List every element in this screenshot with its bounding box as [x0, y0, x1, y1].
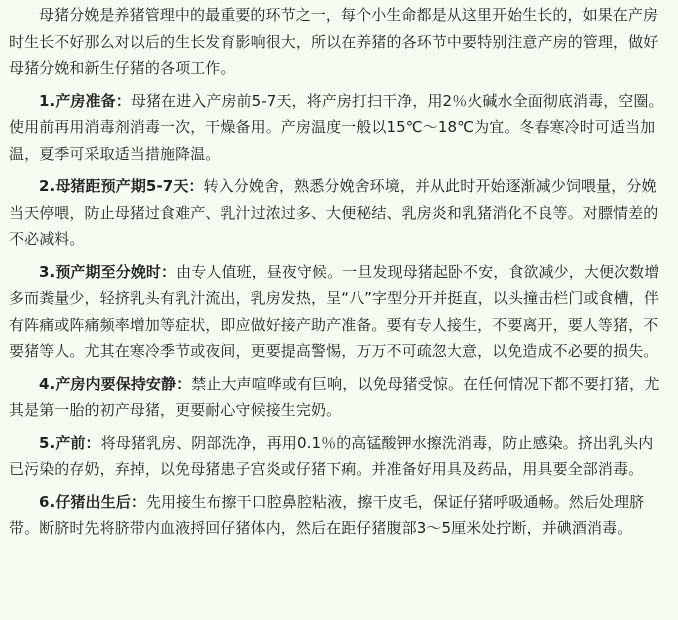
section-body-2: 转入分娩舍，熟悉分娩舍环境，并从此时开始逐渐减少饲喂量，分娩当天停喂，防止母猪过食难产、乳汁过浓过多、大便秘结、乳房炎和乳猪消化不良等。对膘情差的不必减料。 — [9, 177, 659, 248]
section-paragraph-5 — [9, 430, 668, 483]
section-paragraph-4 — [9, 371, 668, 424]
section-body-5: 将母猪乳房、阴部洗净，再用0.1％的高锰酸钾水擦洗消毒，防止感染。挤出乳头内已污染的存奶，弃掉，以免母猪患子宫炎或仔猪下痢。并准备好用具及药品，用具要全部消毒。 — [9, 433, 654, 478]
section-paragraph-3 — [9, 259, 668, 365]
section-heading-5: 5.产前： — [39, 433, 101, 452]
section-paragraph-1 — [9, 88, 668, 168]
section-body-6: 先用接生布擦干口腔鼻腔粘液，擦干皮毛，保证仔猪呼吸通畅。然后处理脐带。断脐时先将脐带内血液捋回仔猪体内，然后在距仔猪腹部3～5厘米处拧断，并碘酒消毒。 — [9, 492, 645, 537]
section-body-3: 由专人值班，昼夜守候。一旦发现母猪起卧不安，食欲减少，大便次数增多而粪量少，轻挤乳头有乳汁流出，乳房发热，呈“八”字型分开并挺直，以头撞击栏门或食槽，伴有阵痛或阵痛频率增加等症状，即应做好接产助产准备。要有专人接生，不要离开，要人等猪，不要猪等人。尤其在寒冷季节或夜间，更要提高警惕，万万不可疏忽大意，以免造成不必要的损失。 — [9, 262, 660, 360]
section-paragraph-6 — [9, 489, 668, 542]
intro-text: 母猪分娩是养猪管理中的最重要的环节之一，每个小生命都是从这里开始生长的，如果在产房时生长不好那么对以后的生长发育影响很大，所以在养猪的各环节中要特别注意产房的管理，做好母猪分娩和新生仔猪的各项工作。 — [9, 6, 659, 77]
section-body-1: 母猪在进入产房前5-7天，将产房打扫干净，用2％火碱水全面彻底消毒，空圈。使用前再用消毒剂消毒一次，干燥备用。产房温度一般以15℃～18℃为宜。冬春寒冷时可适当加温，夏季可采取适当措施降温。 — [9, 91, 664, 163]
section-heading-4: 4.产房内要保持安静： — [39, 374, 192, 393]
section-paragraph-2 — [9, 173, 668, 253]
section-heading-2: 2.母猪距预产期5-7天： — [39, 177, 204, 195]
section-heading-1: 1.产房准备： — [39, 91, 131, 110]
section-heading-3: 3.预产期至分娩时： — [39, 262, 177, 281]
intro-paragraph — [9, 2, 668, 82]
section-body-4: 禁止大声喧哗或有巨响，以免母猪受惊。在任何情况下都不要打猪，尤其是第一胎的初产母猪，更要耐心守候接生完奶。 — [9, 374, 660, 419]
section-heading-6: 6.仔猪出生后： — [39, 492, 146, 511]
